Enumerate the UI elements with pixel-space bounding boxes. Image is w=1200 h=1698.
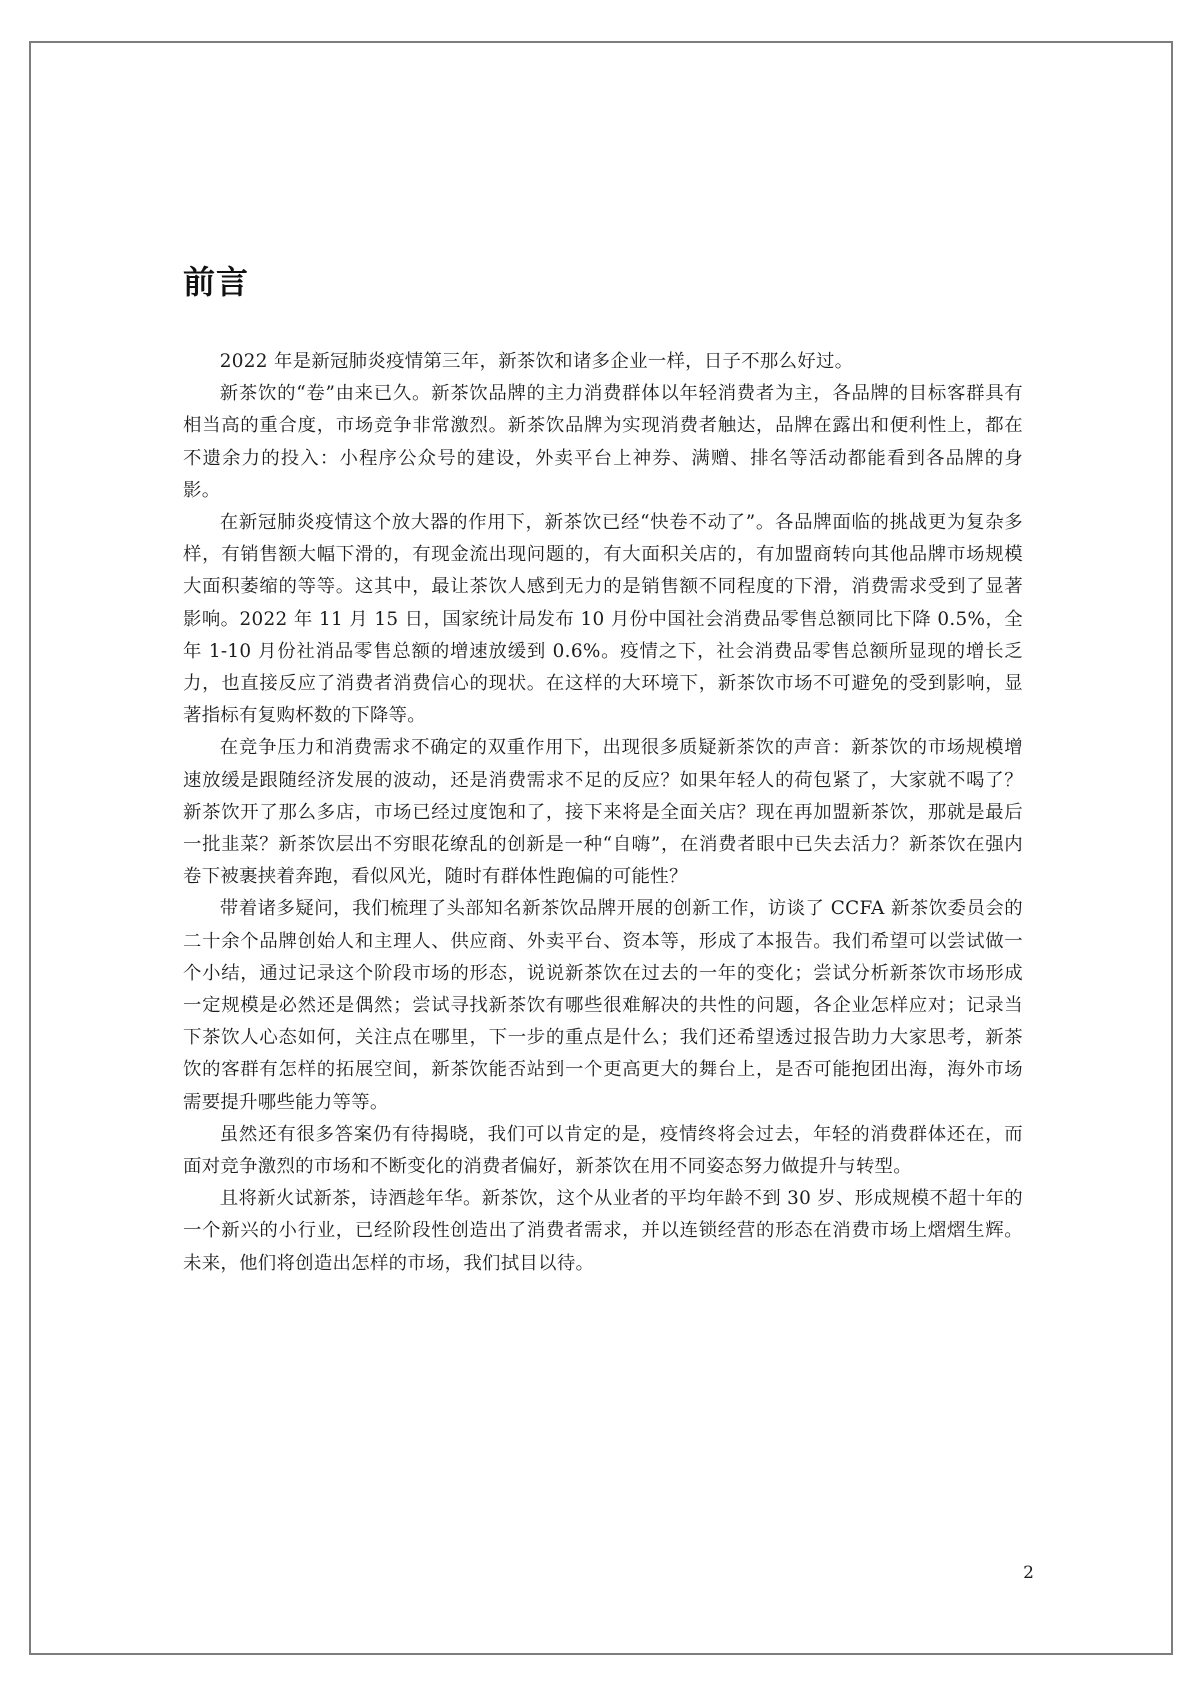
paragraph-1: 2022 年是新冠肺炎疫情第三年，新茶饮和诸多企业一样，日子不那么好过。 bbox=[219, 351, 854, 372]
paragraph-3: 在新冠肺炎疫情这个放大器的作用下，新茶饮已经“快卷不动了”。各品牌面临的挑战更为复杂多样，有销售额大幅下滑的，有现金流出现问题的，有大面积关店的，有加盟商转向其他品牌市场规模大面积萎缩的等等。这其中，最让茶饮人感到无力的是销售额不同程度的下滑，消费需求受到了显著影响。2022 年 11 月 15 日，国家统计局发布 10 月份中国社会消费品零售总额同比下降 0.5%，全年 1-10 月份社消品零售总额的增速放缓到 0.6%。疫情之下，社会消费品零售总额所显现的增长乏力，也直接反应了消费者消费信心的现状。在这样的大环境下，新茶饮市场不可避免的受到影响，显著指标有复购杯数的下降等。 bbox=[183, 512, 1023, 727]
body-text bbox=[183, 346, 1023, 1280]
paragraph-5: 带着诸多疑问，我们梳理了头部知名新茶饮品牌开展的创新工作，访谈了 CCFA 新茶饮委员会的二十余个品牌创始人和主理人、供应商、外卖平台、资本等，形成了本报告。我们希望可以尝试做一个小结，通过记录这个阶段市场的形态，说说新茶饮在过去的一年的变化；尝试分析新茶饮市场形成一定规模是必然还是偶然；尝试寻找新茶饮有哪些很难解决的共性的问题，各企业怎样应对；记录当下茶饮人心态如何，关注点在哪里，下一步的重点是什么；我们还希望透过报告助力大家思考，新茶饮的客群有怎样的拓展空间，新茶饮能否站到一个更高更大的舞台上，是否可能抱团出海，海外市场需要提升哪些能力等等。 bbox=[183, 898, 1023, 1113]
page-content bbox=[183, 262, 1023, 1274]
paragraph-4: 在竞争压力和消费需求不确定的双重作用下，出现很多质疑新茶饮的声音：新茶饮的市场规模增速放缓是跟随经济发展的波动，还是消费需求不足的反应？如果年轻人的荷包紧了，大家就不喝了？新茶饮开了那么多店，市场已经过度饱和了，接下来将是全面关店？现在再加盟新茶饮，那就是最后一批韭菜？新茶饮层出不穷眼花缭乱的创新是一种“自嗨”，在消费者眼中已失去活力？新茶饮在强内卷下被裹挟着奔跑，看似风光，随时有群体性跑偏的可能性？ bbox=[183, 737, 1023, 888]
paragraph-2: 新茶饮的“卷”由来已久。新茶饮品牌的主力消费群体以年轻消费者为主，各品牌的目标客群具有相当高的重合度，市场竞争非常激烈。新茶饮品牌为实现消费者触达，品牌在露出和便利性上，都在不遗余力的投入：小程序公众号的建设，外卖平台上神券、满赠、排名等活动都能看到各品牌的身影。 bbox=[183, 383, 1023, 501]
paragraph-7: 且将新火试新茶，诗酒趁年华。新茶饮，这个从业者的平均年龄不到 30 岁、形成规模不超十年的一个新兴的小行业，已经阶段性创造出了消费者需求，并以连锁经营的形态在消费市场上熠熠生辉。未来，他们将创造出怎样的市场，我们拭目以待。 bbox=[183, 1188, 1023, 1274]
page-title: 前言 bbox=[183, 263, 250, 301]
paragraph-6: 虽然还有很多答案仍有待揭晓，我们可以肯定的是，疫情终将会过去，年轻的消费群体还在，而面对竞争激烈的市场和不断变化的消费者偏好，新茶饮在用不同姿态努力做提升与转型。 bbox=[183, 1123, 1023, 1178]
page-number: 2 bbox=[1023, 1563, 1034, 1583]
